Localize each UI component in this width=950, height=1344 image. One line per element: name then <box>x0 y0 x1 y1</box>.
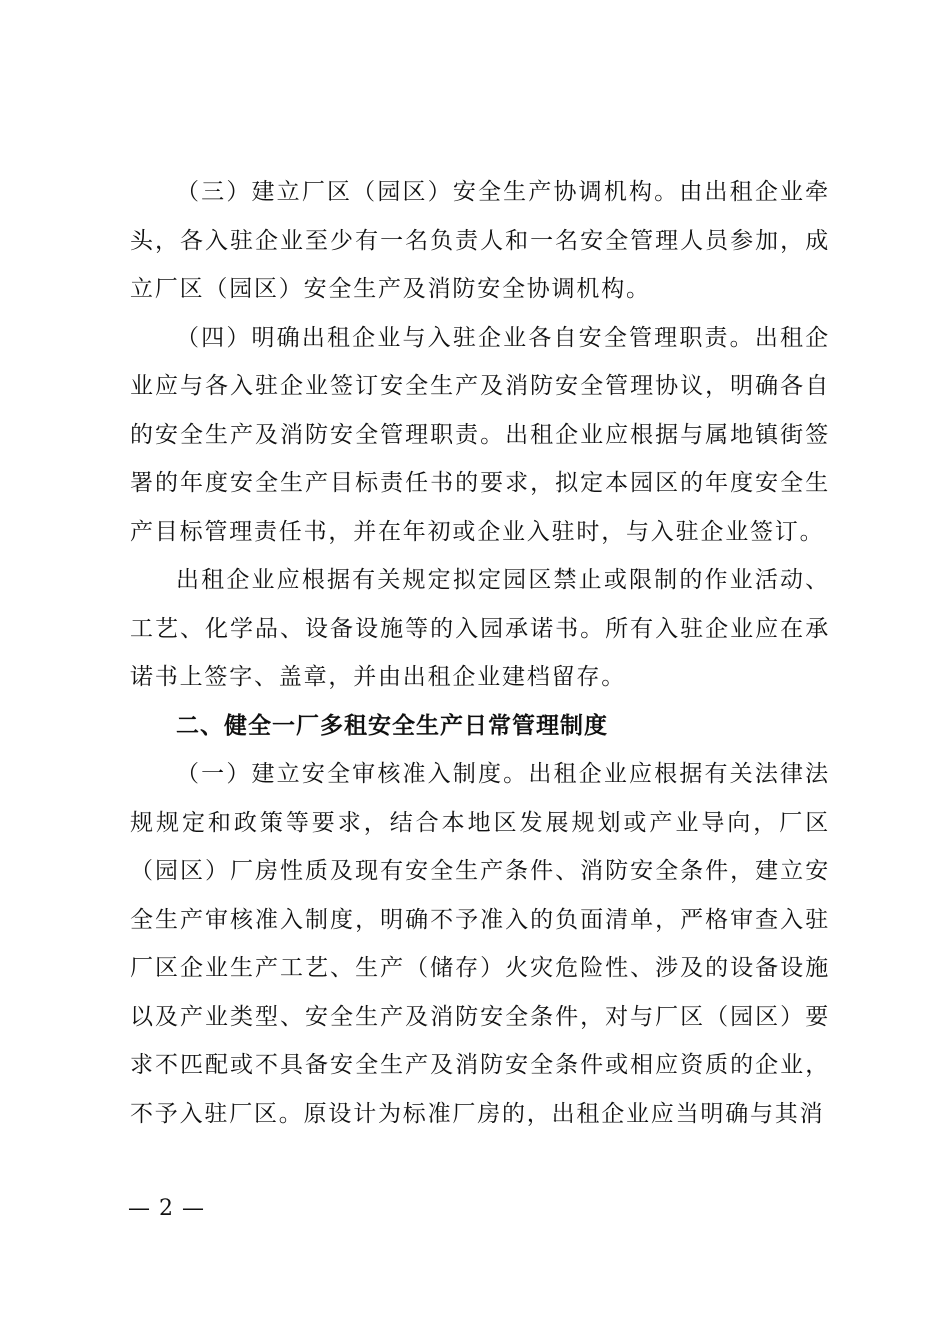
document-body <box>130 168 830 1138</box>
paragraph-section-4: （四）明确出租企业与入驻企业各自安全管理职责。出租企业应与各入驻企业签订安全生产及消防安全管理协议，明确各自的安全生产及消防安全管理职责。出租企业应根据与属地镇街签署的年度安全生产目标责任书的要求，拟定本园区的年度安全生产目标管理责任书，并在年初或企业入驻时，与入驻企业签订。 <box>130 324 830 545</box>
paragraph-section-2-1: （一）建立安全审核准入制度。出租企业应根据有关法律法规规定和政策等要求，结合本地区发展规划或产业导向，厂区（园区）厂房性质及现有安全生产条件、消防安全条件，建立安全生产审核准入制度，明确不予准入的负面清单，严格审查入驻厂区企业生产工艺、生产（储存）火灾危险性、涉及的设备设施以及产业类型、安全生产及消防安全条件，对与厂区（园区）要求不匹配或不具备安全生产及消防安全条件或相应资质的企业，不予入驻厂区。原设计为标准厂房的，出租企业应当明确与其消 <box>130 761 830 1127</box>
page-number: — 2 — <box>128 1196 205 1221</box>
paragraph-commitment: 出租企业应根据有关规定拟定园区禁止或限制的作业活动、工艺、化学品、设备设施等的入园承诺书。所有入驻企业应在承诺书上签字、盖章，并由出租企业建档留存。 <box>130 567 830 690</box>
section-heading-2: 二、健全一厂多租安全生产日常管理制度 <box>176 712 608 739</box>
paragraph-section-3: （三）建立厂区（园区）安全生产协调机构。由出租企业牵头，各入驻企业至少有一名负责人和一名安全管理人员参加，成立厂区（园区）安全生产及消防安全协调机构。 <box>130 179 830 302</box>
